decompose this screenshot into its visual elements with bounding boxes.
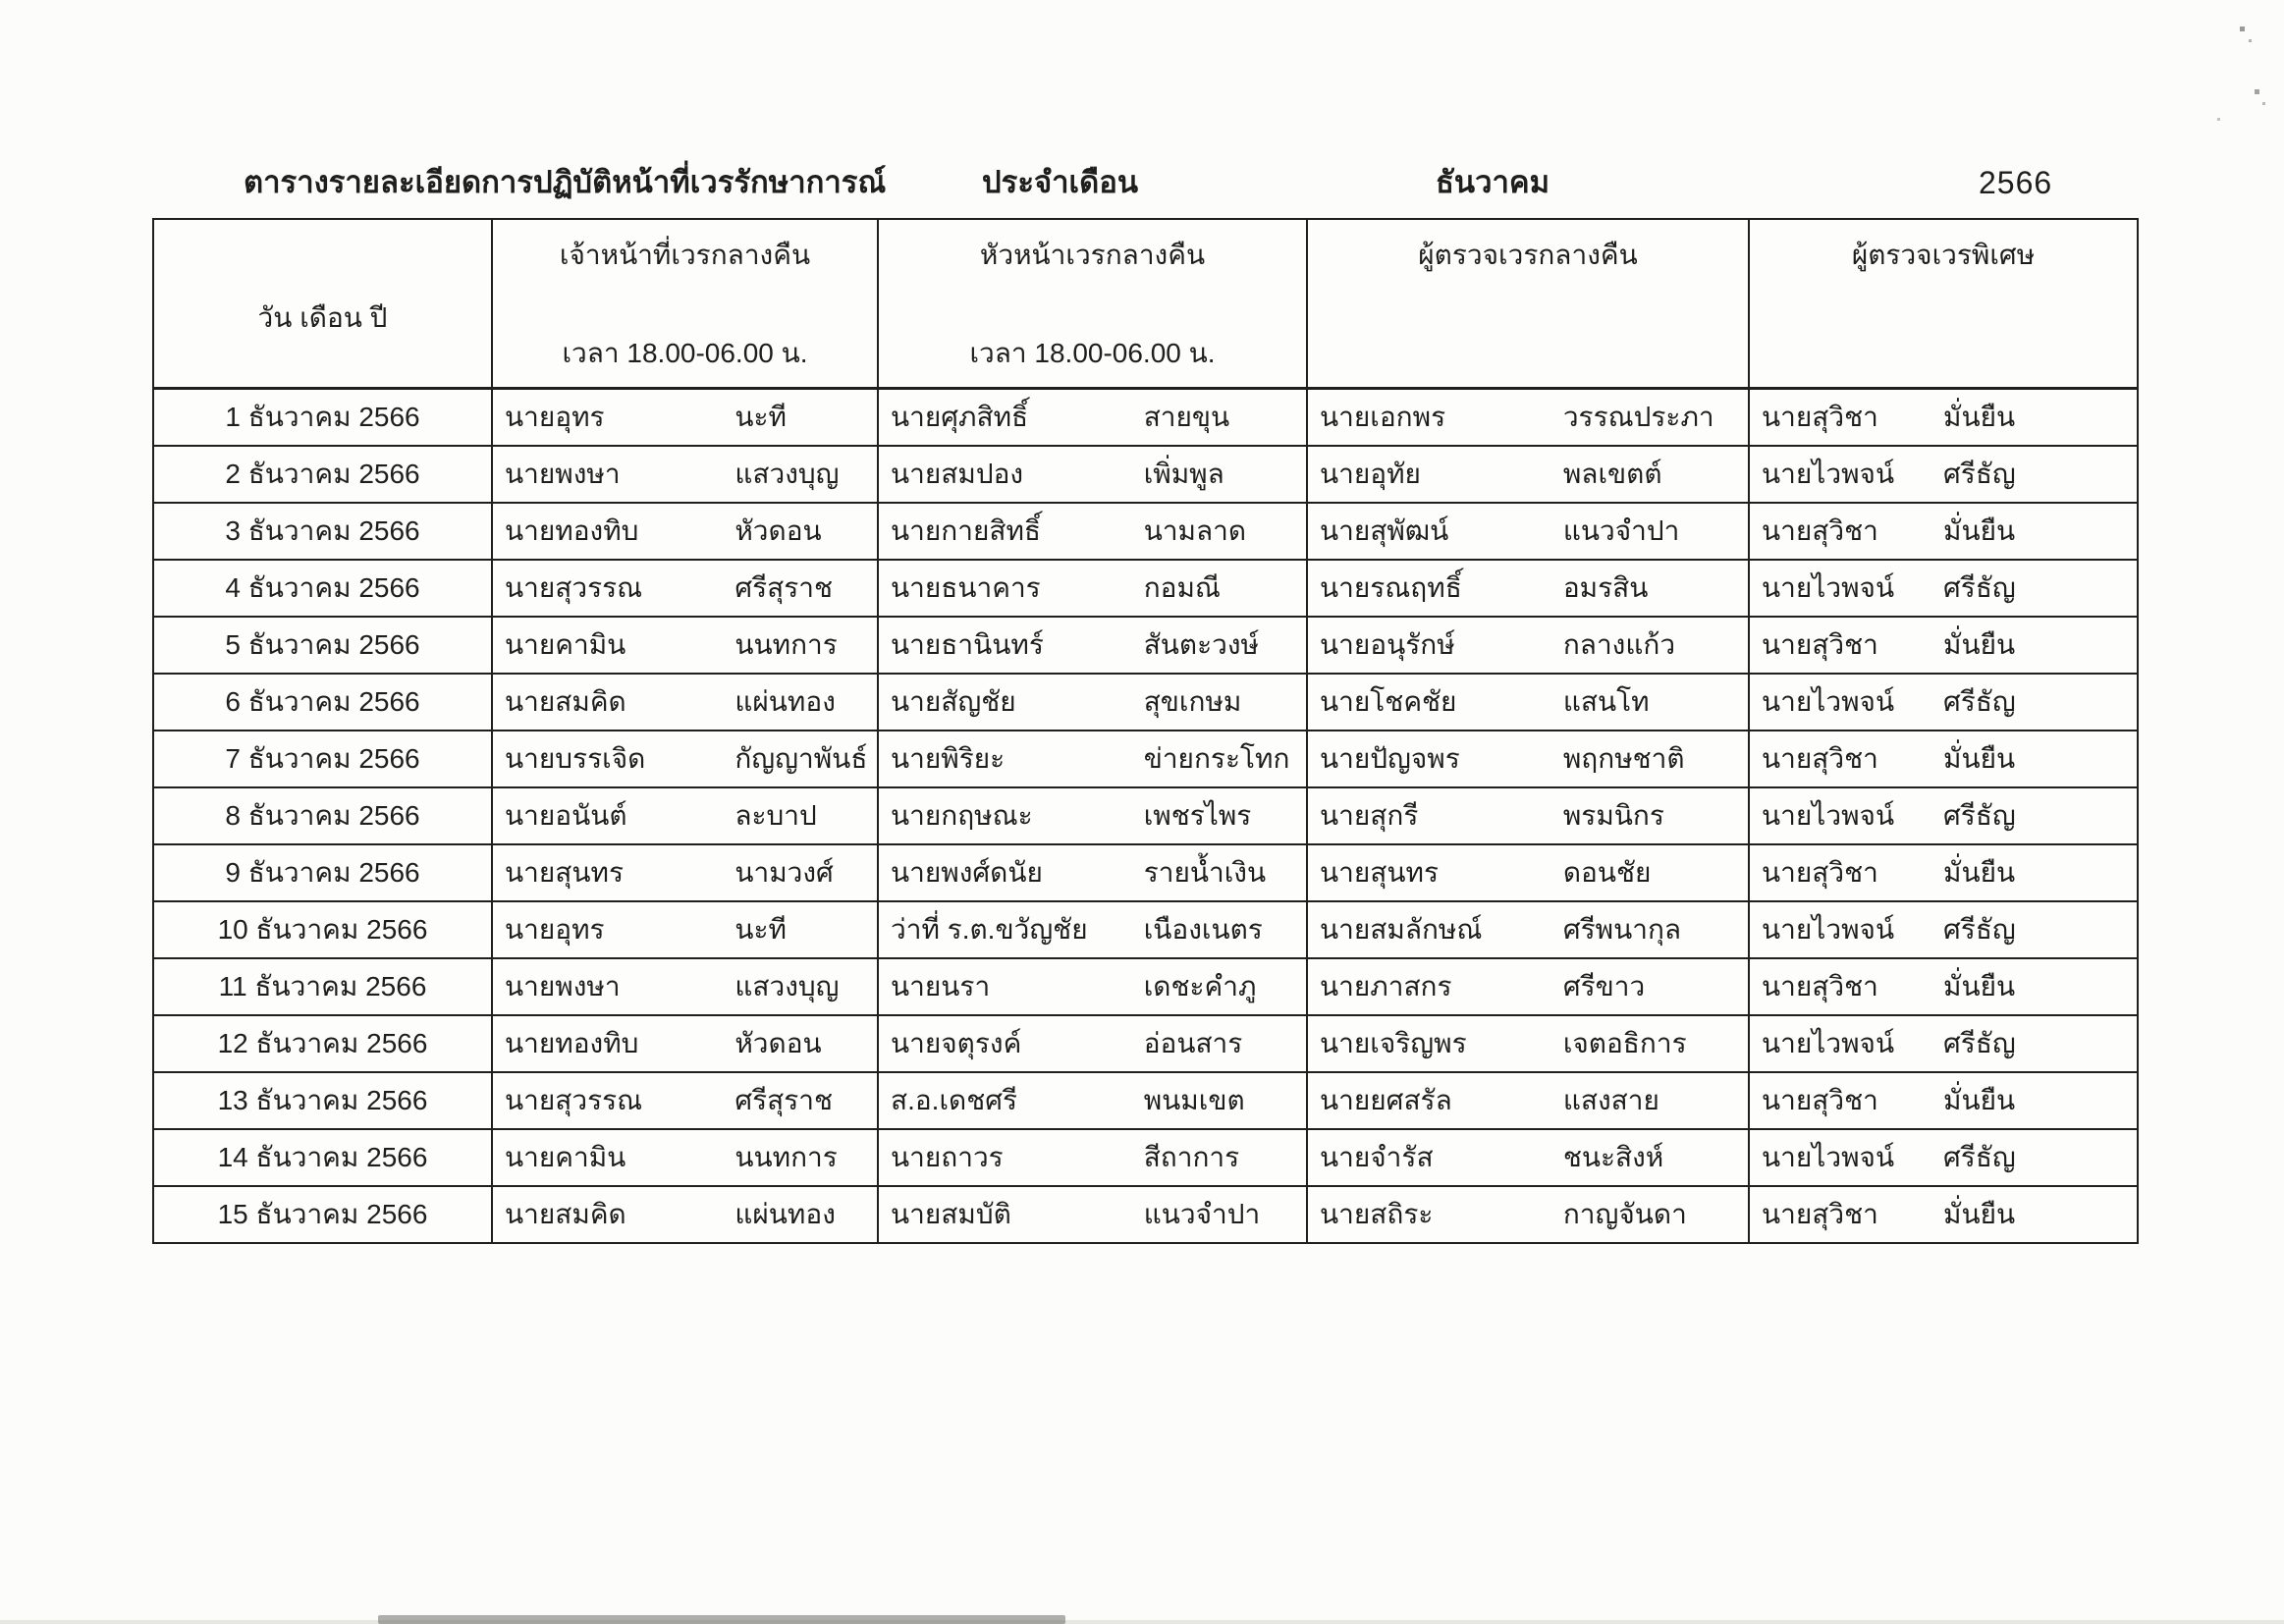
night-officer-last-name: กัญญาพันธ์ bbox=[734, 742, 868, 774]
night-chief-cell bbox=[878, 560, 1307, 617]
special-inspector-last-name: ศรีธัญ bbox=[1943, 1141, 2016, 1172]
special-inspector-last-name: ศรีธัญ bbox=[1943, 799, 2016, 831]
night-officer-cell bbox=[492, 901, 878, 958]
night-inspector-cell bbox=[1307, 446, 1749, 503]
night-chief-first-name: นายพงศ์ดนัย bbox=[891, 856, 1043, 888]
night-officer-last-name: ศรีสุราช bbox=[734, 571, 833, 603]
night-officer-last-name: หัวดอน bbox=[734, 514, 822, 546]
night-officer-first-name: นายคามิน bbox=[505, 1141, 626, 1172]
table-row bbox=[153, 1186, 2138, 1243]
night-officer-cell bbox=[492, 1072, 878, 1129]
night-officer-cell bbox=[492, 389, 878, 446]
night-inspector-last-name: เจตอธิการ bbox=[1562, 1027, 1687, 1058]
night-officer-cell bbox=[492, 787, 878, 844]
date-cell: 3 ธันวาคม 2566 bbox=[153, 503, 492, 560]
night-chief-cell bbox=[878, 787, 1307, 844]
document-header bbox=[0, 160, 2284, 205]
special-inspector-last-name: ศรีธัญ bbox=[1943, 913, 2016, 945]
page-title: ตารางรายละเอียดการปฏิบัติหน้าที่เวรรักษาการณ์ bbox=[244, 165, 887, 199]
night-officer-last-name: นนทการ bbox=[734, 628, 838, 660]
night-inspector-last-name: ศรีพนากุล bbox=[1562, 913, 1682, 945]
duty-roster-table bbox=[152, 218, 2139, 1244]
night-inspector-cell bbox=[1307, 1186, 1749, 1243]
night-officer-last-name: ละบาป bbox=[734, 799, 817, 831]
night-officer-cell bbox=[492, 731, 878, 787]
special-inspector-cell bbox=[1749, 1072, 2138, 1129]
night-inspector-first-name: นายปัญจพร bbox=[1320, 742, 1460, 774]
night-inspector-first-name: นายเอกพร bbox=[1320, 401, 1446, 432]
night-chief-last-name: เดชะคำภู bbox=[1143, 970, 1257, 1001]
night-officer-first-name: นายสมคิด bbox=[505, 685, 626, 717]
date-cell: 13 ธันวาคม 2566 bbox=[153, 1072, 492, 1129]
night-chief-cell bbox=[878, 1129, 1307, 1186]
night-officer-cell bbox=[492, 1129, 878, 1186]
special-inspector-cell bbox=[1749, 1015, 2138, 1072]
night-chief-first-name: นายจตุรงค์ bbox=[891, 1027, 1022, 1058]
special-inspector-first-name: นายสุวิชา bbox=[1762, 856, 1878, 888]
night-inspector-cell bbox=[1307, 844, 1749, 901]
night-inspector-cell bbox=[1307, 1072, 1749, 1129]
special-inspector-first-name: นายไวพจน์ bbox=[1762, 913, 1895, 945]
night-officer-first-name: นายพงษา bbox=[505, 970, 621, 1001]
night-inspector-last-name: ดอนชัย bbox=[1562, 856, 1652, 888]
night-chief-cell bbox=[878, 617, 1307, 674]
night-chief-last-name: เพชรไพร bbox=[1143, 799, 1252, 831]
special-inspector-last-name: ศรีธัญ bbox=[1943, 571, 2016, 603]
special-inspector-last-name: มั่นยืน bbox=[1943, 742, 2016, 774]
night-officer-last-name: นะที bbox=[734, 401, 787, 432]
date-cell: 1 ธันวาคม 2566 bbox=[153, 389, 492, 446]
night-inspector-cell bbox=[1307, 617, 1749, 674]
col-header-special-inspector bbox=[1749, 219, 2138, 389]
night-inspector-last-name: แสนโท bbox=[1562, 685, 1650, 717]
night-officer-first-name: นายทองทิบ bbox=[505, 514, 639, 546]
date-cell: 12 ธันวาคม 2566 bbox=[153, 1015, 492, 1072]
night-officer-first-name: นายคามิน bbox=[505, 628, 626, 660]
col-header-night-officer-time: เวลา 18.00-06.00 น. bbox=[562, 338, 808, 368]
table-row bbox=[153, 787, 2138, 844]
night-inspector-last-name: พลเขตต์ bbox=[1562, 458, 1662, 489]
table-row bbox=[153, 958, 2138, 1015]
date-cell: 2 ธันวาคม 2566 bbox=[153, 446, 492, 503]
col-header-night-officer bbox=[492, 219, 878, 389]
night-officer-cell bbox=[492, 1015, 878, 1072]
date-cell: 6 ธันวาคม 2566 bbox=[153, 674, 492, 731]
special-inspector-last-name: มั่นยืน bbox=[1943, 401, 2016, 432]
night-chief-last-name: เพิ่มพูล bbox=[1143, 458, 1224, 489]
table-row bbox=[153, 731, 2138, 787]
night-officer-last-name: แสวงบุญ bbox=[734, 970, 840, 1001]
night-chief-cell bbox=[878, 958, 1307, 1015]
special-inspector-first-name: นายไวพจน์ bbox=[1762, 685, 1895, 717]
night-chief-first-name: นายศุภสิทธิ์ bbox=[891, 401, 1029, 432]
special-inspector-cell bbox=[1749, 901, 2138, 958]
night-chief-first-name: นายธานินทร์ bbox=[891, 628, 1044, 660]
night-officer-cell bbox=[492, 1186, 878, 1243]
special-inspector-first-name: นายไวพจน์ bbox=[1762, 799, 1895, 831]
col-header-night-chief bbox=[878, 219, 1307, 389]
table-header bbox=[153, 219, 2138, 389]
table-row bbox=[153, 389, 2138, 446]
night-chief-cell bbox=[878, 731, 1307, 787]
night-chief-cell bbox=[878, 1015, 1307, 1072]
special-inspector-last-name: ศรีธัญ bbox=[1943, 685, 2016, 717]
date-cell: 9 ธันวาคม 2566 bbox=[153, 844, 492, 901]
special-inspector-cell bbox=[1749, 844, 2138, 901]
night-officer-cell bbox=[492, 446, 878, 503]
special-inspector-last-name: มั่นยืน bbox=[1943, 1084, 2016, 1115]
special-inspector-first-name: นายสุวิชา bbox=[1762, 742, 1878, 774]
night-inspector-cell bbox=[1307, 389, 1749, 446]
night-officer-first-name: นายอุทร bbox=[505, 913, 605, 945]
night-inspector-last-name: กลางแก้ว bbox=[1562, 628, 1676, 660]
night-chief-first-name: นายธนาคาร bbox=[891, 571, 1041, 603]
night-officer-last-name: แผ่นทอง bbox=[734, 685, 836, 717]
night-officer-cell bbox=[492, 617, 878, 674]
special-inspector-cell bbox=[1749, 674, 2138, 731]
special-inspector-cell bbox=[1749, 503, 2138, 560]
special-inspector-first-name: นายสุวิชา bbox=[1762, 970, 1878, 1001]
night-chief-last-name: สีถาการ bbox=[1143, 1141, 1240, 1172]
night-inspector-last-name: แนวจำปา bbox=[1562, 514, 1680, 546]
night-inspector-first-name: นายสุนทร bbox=[1320, 856, 1439, 888]
night-inspector-cell bbox=[1307, 787, 1749, 844]
night-inspector-last-name: พรมนิกร bbox=[1562, 799, 1664, 831]
table-row bbox=[153, 844, 2138, 901]
special-inspector-first-name: นายไวพจน์ bbox=[1762, 1141, 1895, 1172]
date-cell: 14 ธันวาคม 2566 bbox=[153, 1129, 492, 1186]
col-header-date bbox=[153, 219, 492, 389]
night-chief-last-name: สันตะวงษ์ bbox=[1143, 628, 1259, 660]
night-chief-cell bbox=[878, 503, 1307, 560]
night-inspector-last-name: อมรสิน bbox=[1562, 571, 1649, 603]
night-inspector-last-name: ศรีขาว bbox=[1562, 970, 1646, 1001]
scan-edge-shadow bbox=[0, 1620, 2284, 1624]
night-officer-first-name: นายสมคิด bbox=[505, 1198, 626, 1229]
col-header-night-chief-label: หัวหน้าเวรกลางคืน bbox=[979, 240, 1206, 270]
night-officer-first-name: นายสุวรรณ bbox=[505, 571, 643, 603]
night-chief-first-name: นายกฤษณะ bbox=[891, 799, 1033, 831]
night-inspector-first-name: นายเจริญพร bbox=[1320, 1027, 1467, 1058]
year-value: 2566 bbox=[1979, 165, 2053, 200]
night-officer-last-name: นะที bbox=[734, 913, 787, 945]
night-chief-cell bbox=[878, 901, 1307, 958]
night-chief-last-name: ข่ายกระโทก bbox=[1143, 742, 1290, 774]
table-body bbox=[153, 389, 2138, 1243]
night-chief-first-name: ส.อ.เดชศรี bbox=[891, 1084, 1018, 1115]
night-officer-cell bbox=[492, 958, 878, 1015]
night-chief-first-name: นายกายสิทธิ์ bbox=[891, 514, 1041, 546]
night-inspector-first-name: นายอุทัย bbox=[1320, 458, 1421, 489]
month-label: ประจำเดือน bbox=[982, 165, 1139, 199]
special-inspector-cell bbox=[1749, 958, 2138, 1015]
night-chief-last-name: แนวจำปา bbox=[1143, 1198, 1261, 1229]
table-row bbox=[153, 560, 2138, 617]
night-inspector-last-name: พฤกษชาติ bbox=[1562, 742, 1685, 774]
night-officer-last-name: นามวงศ์ bbox=[734, 856, 834, 888]
night-chief-first-name: นายสมปอง bbox=[891, 458, 1024, 489]
col-header-night-officer-label: เจ้าหน้าที่เวรกลางคืน bbox=[559, 240, 811, 270]
col-header-date-label: วัน เดือน ปี bbox=[257, 302, 388, 334]
special-inspector-last-name: มั่นยืน bbox=[1943, 628, 2016, 660]
night-officer-first-name: นายพงษา bbox=[505, 458, 621, 489]
table-row bbox=[153, 446, 2138, 503]
night-officer-first-name: นายบรรเจิด bbox=[505, 742, 646, 774]
night-chief-last-name: สายขุน bbox=[1143, 401, 1230, 432]
table-row bbox=[153, 901, 2138, 958]
special-inspector-first-name: นายไวพจน์ bbox=[1762, 458, 1895, 489]
scan-edge-bar bbox=[378, 1615, 1065, 1624]
night-officer-first-name: นายทองทิบ bbox=[505, 1027, 639, 1058]
col-header-special-inspector-label: ผู้ตรวจเวรพิเศษ bbox=[1851, 240, 2036, 270]
night-chief-cell bbox=[878, 844, 1307, 901]
night-inspector-last-name: กาญจันดา bbox=[1562, 1198, 1687, 1229]
special-inspector-first-name: นายสุวิชา bbox=[1762, 1084, 1878, 1115]
special-inspector-last-name: มั่นยืน bbox=[1943, 856, 2016, 888]
table-row bbox=[153, 1015, 2138, 1072]
night-chief-last-name: อ่อนสาร bbox=[1143, 1027, 1243, 1058]
night-inspector-first-name: นายสมลักษณ์ bbox=[1320, 913, 1483, 945]
night-inspector-first-name: นายโชคชัย bbox=[1320, 685, 1457, 717]
night-chief-last-name: เนืองเนตร bbox=[1143, 913, 1263, 945]
night-chief-last-name: พนมเขต bbox=[1143, 1084, 1245, 1115]
special-inspector-last-name: ศรีธัญ bbox=[1943, 1027, 2016, 1058]
special-inspector-first-name: นายไวพจน์ bbox=[1762, 1027, 1895, 1058]
table-row bbox=[153, 674, 2138, 731]
date-cell: 5 ธันวาคม 2566 bbox=[153, 617, 492, 674]
date-cell: 15 ธันวาคม 2566 bbox=[153, 1186, 492, 1243]
special-inspector-cell bbox=[1749, 1186, 2138, 1243]
night-officer-first-name: นายอนันต์ bbox=[505, 799, 627, 831]
night-inspector-cell bbox=[1307, 560, 1749, 617]
special-inspector-first-name: นายสุวิชา bbox=[1762, 401, 1878, 432]
night-inspector-first-name: นายภาสกร bbox=[1320, 970, 1452, 1001]
special-inspector-cell bbox=[1749, 389, 2138, 446]
special-inspector-first-name: นายสุวิชา bbox=[1762, 1198, 1878, 1229]
night-inspector-first-name: นายรณฤทธิ์ bbox=[1320, 571, 1462, 603]
night-inspector-first-name: นายจำรัส bbox=[1320, 1141, 1434, 1172]
night-officer-cell bbox=[492, 560, 878, 617]
special-inspector-first-name: นายสุวิชา bbox=[1762, 628, 1878, 660]
night-officer-cell bbox=[492, 844, 878, 901]
special-inspector-last-name: มั่นยืน bbox=[1943, 970, 2016, 1001]
night-inspector-cell bbox=[1307, 1129, 1749, 1186]
night-inspector-first-name: นายยศสรัล bbox=[1320, 1084, 1452, 1115]
night-chief-cell bbox=[878, 389, 1307, 446]
night-officer-last-name: แสวงบุญ bbox=[734, 458, 840, 489]
special-inspector-cell bbox=[1749, 446, 2138, 503]
date-cell: 11 ธันวาคม 2566 bbox=[153, 958, 492, 1015]
special-inspector-cell bbox=[1749, 560, 2138, 617]
date-cell: 8 ธันวาคม 2566 bbox=[153, 787, 492, 844]
night-chief-first-name: นายสัญชัย bbox=[891, 685, 1016, 717]
night-officer-last-name: นนทการ bbox=[734, 1141, 838, 1172]
night-chief-last-name: รายน้ำเงิน bbox=[1143, 856, 1267, 888]
night-chief-cell bbox=[878, 1072, 1307, 1129]
night-officer-last-name: ศรีสุราช bbox=[734, 1084, 833, 1115]
night-chief-first-name: ว่าที่ ร.ต.ขวัญชัย bbox=[891, 913, 1088, 945]
date-cell: 10 ธันวาคม 2566 bbox=[153, 901, 492, 958]
date-cell: 4 ธันวาคม 2566 bbox=[153, 560, 492, 617]
scan-speck-artifacts bbox=[0, 0, 3, 3]
night-chief-cell bbox=[878, 446, 1307, 503]
night-officer-cell bbox=[492, 503, 878, 560]
night-inspector-cell bbox=[1307, 958, 1749, 1015]
night-chief-first-name: นายถาวร bbox=[891, 1141, 1004, 1172]
night-chief-first-name: นายพิริยะ bbox=[891, 742, 1006, 774]
night-inspector-first-name: นายสถิระ bbox=[1320, 1198, 1434, 1229]
night-inspector-cell bbox=[1307, 901, 1749, 958]
night-officer-first-name: นายอุทร bbox=[505, 401, 605, 432]
special-inspector-cell bbox=[1749, 731, 2138, 787]
date-cell: 7 ธันวาคม 2566 bbox=[153, 731, 492, 787]
special-inspector-last-name: ศรีธัญ bbox=[1943, 458, 2016, 489]
night-chief-first-name: นายนรา bbox=[891, 970, 991, 1001]
col-header-night-inspector-label: ผู้ตรวจเวรกลางคืน bbox=[1418, 240, 1638, 270]
special-inspector-last-name: มั่นยืน bbox=[1943, 1198, 2016, 1229]
night-chief-last-name: กอมณี bbox=[1143, 571, 1221, 603]
night-inspector-last-name: วรรณประภา bbox=[1562, 401, 1714, 432]
night-inspector-last-name: แสงสาย bbox=[1562, 1084, 1659, 1115]
night-officer-cell bbox=[492, 674, 878, 731]
col-header-night-chief-time: เวลา 18.00-06.00 น. bbox=[969, 338, 1216, 368]
night-inspector-cell bbox=[1307, 674, 1749, 731]
night-officer-first-name: นายสุวรรณ bbox=[505, 1084, 643, 1115]
night-chief-last-name: นามลาด bbox=[1143, 514, 1247, 546]
month-value: ธันวาคม bbox=[1436, 165, 1550, 199]
night-officer-last-name: หัวดอน bbox=[734, 1027, 822, 1058]
night-inspector-last-name: ชนะสิงห์ bbox=[1562, 1141, 1664, 1172]
night-inspector-cell bbox=[1307, 1015, 1749, 1072]
night-inspector-cell bbox=[1307, 503, 1749, 560]
col-header-night-inspector bbox=[1307, 219, 1749, 389]
night-chief-cell bbox=[878, 1186, 1307, 1243]
night-inspector-first-name: นายสุกรี bbox=[1320, 799, 1419, 831]
special-inspector-cell bbox=[1749, 787, 2138, 844]
special-inspector-first-name: นายไวพจน์ bbox=[1762, 571, 1895, 603]
night-inspector-first-name: นายสุพัฒน์ bbox=[1320, 514, 1449, 546]
table-row bbox=[153, 1072, 2138, 1129]
special-inspector-cell bbox=[1749, 617, 2138, 674]
night-inspector-first-name: นายอนุรักษ์ bbox=[1320, 628, 1455, 660]
night-officer-last-name: แผ่นทอง bbox=[734, 1198, 836, 1229]
special-inspector-last-name: มั่นยืน bbox=[1943, 514, 2016, 546]
night-inspector-cell bbox=[1307, 731, 1749, 787]
night-chief-cell bbox=[878, 674, 1307, 731]
table-row bbox=[153, 617, 2138, 674]
night-chief-last-name: สุขเกษม bbox=[1143, 685, 1242, 717]
special-inspector-first-name: นายสุวิชา bbox=[1762, 514, 1878, 546]
special-inspector-cell bbox=[1749, 1129, 2138, 1186]
table-row bbox=[153, 503, 2138, 560]
night-chief-first-name: นายสมบัติ bbox=[891, 1198, 1011, 1229]
table-row bbox=[153, 1129, 2138, 1186]
night-officer-first-name: นายสุนทร bbox=[505, 856, 624, 888]
